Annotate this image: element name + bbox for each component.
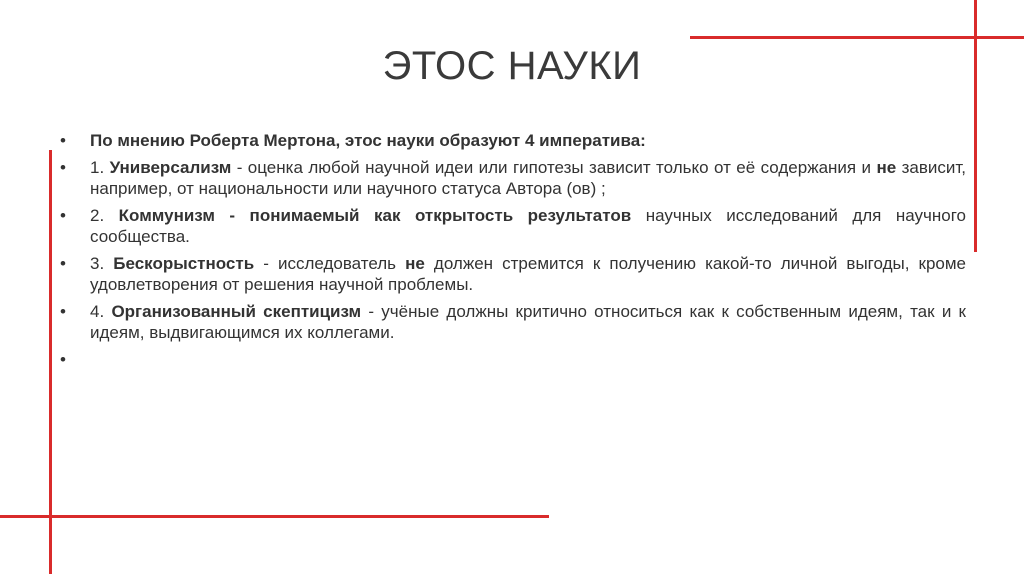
- bullet-text: - учёные должны критично относиться как к собственным идеям, так и к идеям, выдвигающимся их коллегами.: [90, 302, 966, 342]
- bullet-item: [60, 205, 966, 247]
- bullet-marker: •: [60, 350, 66, 369]
- bullet-item: [60, 130, 966, 151]
- frame-line-bottom-left-vertical: [49, 150, 52, 574]
- bullet-item: [60, 157, 966, 199]
- bullet-text-bold: Бескорыстность: [113, 254, 255, 273]
- bullet-text-bold: не: [876, 158, 897, 177]
- bullet-text: зависит, например, от национальности или научного статуса Автора (ов) ;: [90, 158, 967, 198]
- bullet-text-bold: По мнению Роберта Мертона, этос науки образуют 4 императива:: [90, 131, 646, 150]
- bullet-text-bold: Коммунизм - понимаемый как открытость результатов: [118, 206, 632, 225]
- bullet-marker: •: [60, 206, 66, 225]
- bullet-list: [60, 130, 967, 369]
- bullet-text-bold: не: [405, 254, 425, 273]
- slide-body: [60, 130, 967, 369]
- bullet-text-bold: Организованный скептицизм: [111, 302, 362, 321]
- bullet-text: - оценка любой научной идеи или гипотезы зависит только от её содержания и: [231, 158, 877, 177]
- bullet-text: - исследователь: [254, 254, 406, 273]
- bullet-text-bold: Универсализм: [109, 158, 232, 177]
- bullet-text: 4.: [90, 302, 112, 321]
- bullet-marker: •: [60, 158, 66, 177]
- bullet-text: 2.: [90, 206, 119, 225]
- bullet-item: [60, 301, 966, 343]
- bullet-text: 1.: [90, 158, 110, 177]
- bullet-marker: •: [60, 254, 66, 273]
- bullet-marker: •: [60, 302, 66, 321]
- slide-title: ЭТОС НАУКИ: [382, 44, 642, 88]
- bullet-text: 3.: [90, 254, 114, 273]
- bullet-marker: •: [60, 131, 66, 150]
- frame-line-top-right-vertical: [974, 0, 977, 252]
- bullet-text: должен стремится к получению какой-то личной выгоды, кроме удовлетворения от решения научной проблемы.: [90, 254, 966, 294]
- frame-line-bottom-left-horizontal: [0, 515, 549, 518]
- bullet-item: [60, 253, 966, 295]
- bullet-text: научных исследований для научного сообщества.: [90, 206, 966, 246]
